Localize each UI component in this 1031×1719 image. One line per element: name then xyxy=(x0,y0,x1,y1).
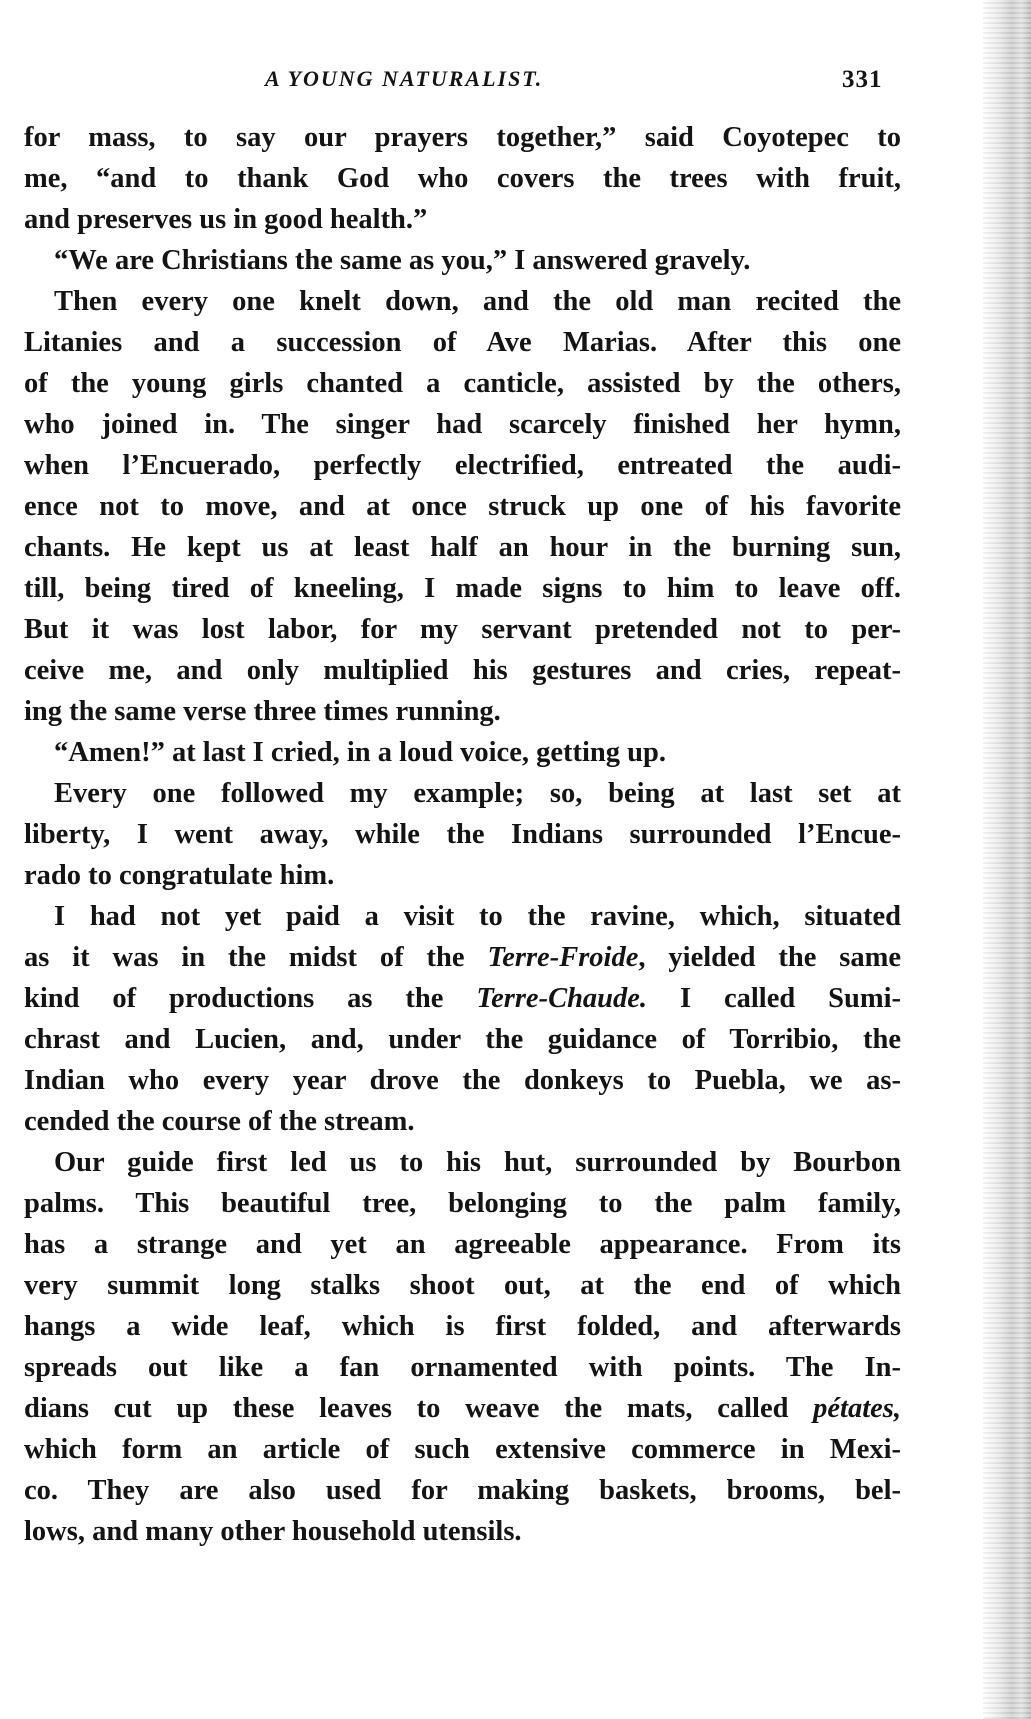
running-title: A YOUNG NATURALIST. xyxy=(265,66,544,91)
text-line xyxy=(24,1183,901,1224)
text-line xyxy=(24,691,901,732)
text-segment: which form an article of such extensive commerce in Mexi- xyxy=(24,1434,901,1465)
text-segment: rado to congratulate him. xyxy=(24,860,335,891)
text-segment: chants. He kept us at least half an hour in the burning sun, xyxy=(24,532,901,563)
text-line xyxy=(24,609,901,650)
text-segment: me, “and to thank God who covers the trees with fruit, xyxy=(24,163,901,194)
text-line xyxy=(24,1388,901,1429)
italic-term: Terre-Froide xyxy=(487,942,639,973)
text-line xyxy=(24,281,901,322)
text-segment: co. They are also used for making baskets, brooms, bel- xyxy=(24,1475,901,1506)
text-segment: of the young girls chanted a canticle, assisted by the others, xyxy=(24,368,901,399)
text-segment: palms. This beautiful tree, belonging to the palm family, xyxy=(24,1188,901,1219)
text-segment: Every one followed my example; so, being at last set at xyxy=(54,778,901,809)
text-line xyxy=(24,1019,901,1060)
text-line xyxy=(24,937,901,978)
page-header xyxy=(0,62,1031,102)
text-line xyxy=(24,896,901,937)
text-segment: “Amen!” at last I cried, in a loud voice, getting up. xyxy=(54,737,666,768)
text-line xyxy=(24,117,901,158)
text-segment: ceive me, and only multiplied his gestures and cries, repeat- xyxy=(24,655,901,686)
text-line xyxy=(24,1224,901,1265)
page-edge-texture xyxy=(983,0,1031,1719)
text-segment: liberty, I went away, while the Indians surrounded l’Encue- xyxy=(24,819,901,850)
text-line xyxy=(24,855,901,896)
text-line xyxy=(24,650,901,691)
text-line xyxy=(24,1470,901,1511)
text-line xyxy=(24,1347,901,1388)
text-line xyxy=(24,568,901,609)
text-line xyxy=(24,486,901,527)
text-line xyxy=(24,158,901,199)
text-line xyxy=(24,732,901,773)
text-line xyxy=(24,527,901,568)
text-line xyxy=(24,1060,901,1101)
text-segment: I called Sumi- xyxy=(647,983,901,1014)
text-segment: very summit long stalks shoot out, at the end of which xyxy=(24,1270,901,1301)
text-line xyxy=(24,1265,901,1306)
text-segment: chrast and Lucien, and, under the guidance of Torribio, the xyxy=(24,1024,901,1055)
text-line xyxy=(24,1511,901,1552)
text-segment: dians cut up these leaves to weave the mats, called xyxy=(24,1393,814,1424)
text-segment: Litanies and a succession of Ave Marias. After this one xyxy=(24,327,901,358)
text-segment: when l’Encuerado, perfectly electrified, entreated the audi- xyxy=(24,450,901,481)
text-segment: Indian who every year drove the donkeys to Puebla, we as- xyxy=(24,1065,901,1096)
text-segment: kind of productions as the xyxy=(24,983,477,1014)
body-text xyxy=(24,117,901,1552)
text-segment: Then every one knelt down, and the old man recited the xyxy=(54,286,901,317)
text-segment: hangs a wide leaf, which is first folded, and afterwards xyxy=(24,1311,901,1342)
text-segment: who joined in. The singer had scarcely finished her hymn, xyxy=(24,409,901,440)
text-segment: as it was in the midst of the xyxy=(24,942,488,973)
text-segment: “We are Christians the same as you,” I answered gravely. xyxy=(54,245,751,276)
text-segment: spreads out like a fan ornamented with points. The In- xyxy=(24,1352,901,1383)
text-line xyxy=(24,1306,901,1347)
text-line xyxy=(24,445,901,486)
text-line xyxy=(24,814,901,855)
page-number: 331 xyxy=(842,66,883,93)
text-line xyxy=(24,978,901,1019)
text-line xyxy=(24,363,901,404)
text-segment: has a strange and yet an agreeable appearance. From its xyxy=(24,1229,901,1260)
text-segment: I had not yet paid a visit to the ravine, which, situated xyxy=(54,901,901,932)
text-line xyxy=(24,1101,901,1142)
text-segment: , yielded the same xyxy=(638,942,901,973)
text-segment: ing the same verse three times running. xyxy=(24,696,501,727)
text-line xyxy=(24,773,901,814)
text-segment: till, being tired of kneeling, I made signs to him to leave off. xyxy=(24,573,901,604)
text-segment: and preserves us in good health.” xyxy=(24,204,428,235)
text-line xyxy=(24,240,901,281)
text-segment: for mass, to say our prayers together,” said Coyotepec to xyxy=(24,122,901,153)
italic-term: Terre-Chaude. xyxy=(476,983,648,1014)
text-segment: Our guide first led us to his hut, surrounded by Bourbon xyxy=(54,1147,901,1178)
text-line xyxy=(24,1142,901,1183)
text-line xyxy=(24,322,901,363)
text-segment: cended the course of the stream. xyxy=(24,1106,415,1137)
text-segment: lows, and many other household utensils. xyxy=(24,1516,522,1547)
text-segment: ence not to move, and at once struck up one of his favorite xyxy=(24,491,901,522)
text-line xyxy=(24,199,901,240)
text-segment: But it was lost labor, for my servant pretended not to per- xyxy=(24,614,901,645)
italic-term: pétates, xyxy=(813,1393,901,1424)
text-line xyxy=(24,404,901,445)
text-line xyxy=(24,1429,901,1470)
